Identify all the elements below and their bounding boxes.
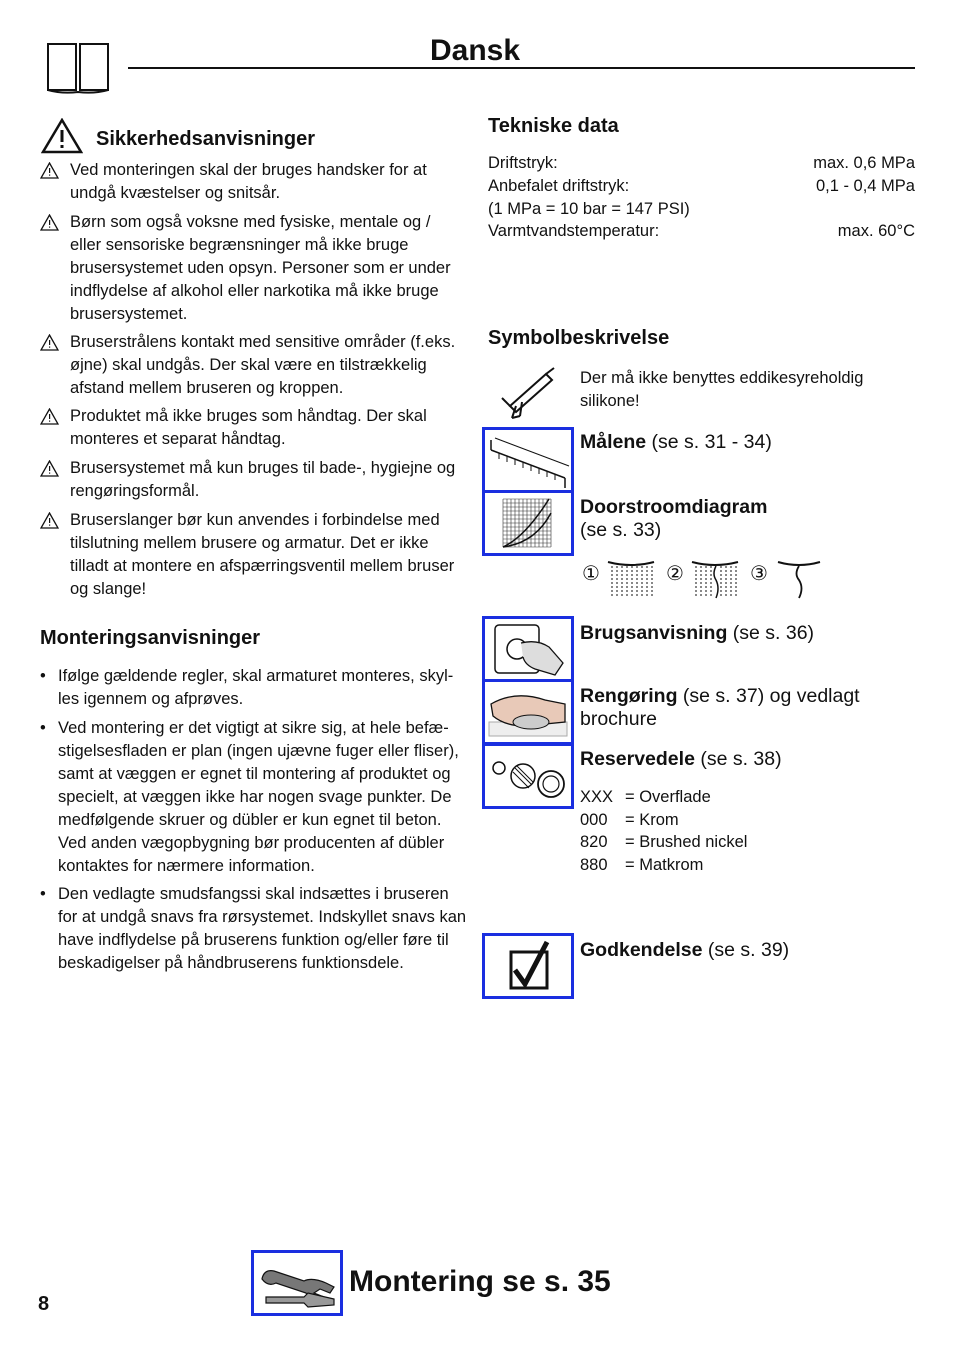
code-row: 880 = Matkrom [580,856,704,874]
page-number: 8 [38,1293,50,1315]
warning-small-icon [40,334,59,351]
book-icon [46,42,110,94]
mounting-item: • Ved montering er det vigtigt at sikre sig, at hele befæ-stigelsesfladen er plan (ingen ujævne fuger eller fliser), samt at væggen er egnet til montering af produktet og specielt, at væggen ikke har nogen svage punkter. De medfølgende skruer og dübler er kun egnet til beton. Ved anden vægopbygning bør producenten af dübler kontaktes for nærmere information. [40,719,459,875]
mounting-item: • Den vedlagte smudsfangssi skal indsættes i bruseren for at undgå snavs fra rørsystemet. Indskyllet snavs kan have indflydelse på bruserens funktion og/eller føre til beskadigelser på håndbruserens funktionsdele. [40,885,467,972]
tech-row: (1 MPa = 10 bar = 147 PSI) [488,200,690,218]
approval-label: Godkendelse (se s. 39) [580,939,790,961]
warning-small-icon [40,512,59,529]
tech-row: Driftstryk: max. 0,6 MPa [488,154,915,172]
safety-item: Produktet må ikke bruges som håndtag. Der skal monteres et separat håndtag. [40,405,465,451]
warning-small-icon [40,214,59,231]
wrench-screwdriver-icon [254,1253,340,1313]
safety-item: Bruserslanger bør kun anvendes i forbindelse med tilslutning mellem brusere og armatur. Det er ikke tilladt at montere en afspærringsventil mellem bruser og slange! [40,509,465,601]
code-row: 820 = Brushed nickel [580,833,748,851]
safety-item: Ved monteringen skal der bruges handsker for at undgå kvæstelser og snitsår. [40,159,465,205]
bullet-icon: • [40,719,46,737]
silicone-gun-icon [498,366,558,422]
warning-icon [41,118,83,154]
warning-small-icon [40,408,59,425]
flow-label: Doorstroomdiagram (se s. 33) [580,496,768,541]
mounting-item: • Ifølge gældende regler, skal armaturet monteres, skyl-les igennem og afprøves. [40,667,454,708]
safety-item: Børn som også voksne med fysiske, mentale og / eller sensoriske begrænsninger må ikke bruge brusersystemet uden opsyn. Personer som er under indflydelse af alkohol eller narkotika må ikke bruge brusersystemet. [40,211,465,326]
safety-item: Bruserstrålens kontakt med sensitive områder (f.eks. øjne) skal undgås. Der skal være en tilstrækkelig afstand mellem bruseren og kroppen. [40,331,465,400]
ruler-icon [485,430,571,490]
hand-knob-icon [485,619,571,679]
flow-diagram-icon [485,493,571,553]
spare-icon-box [482,743,574,809]
title-rule [128,67,915,69]
mounting-heading: Monteringsanvisninger [40,627,261,649]
tech-heading: Tekniske data [488,115,619,137]
usage-label: Brugsanvisning (se s. 36) [580,622,815,644]
spare-label: Reservedele (se s. 38) [580,748,782,770]
spray-jet-icon [776,558,822,600]
footer-title: Montering se s. 35 [349,1265,611,1298]
approval-icon-box [482,933,574,999]
spray-mixed-icon [690,560,740,600]
safety-item: Brusersystemet må kun bruges til bade-, hygiejne og rengøringsformål. [40,457,465,503]
dimensions-icon-box [482,427,574,493]
warning-small-icon [40,162,59,179]
tech-row: Varmtvandstemperatur: max. 60°C [488,222,915,240]
bullet-icon: • [40,667,46,685]
page-title: Dansk [430,34,521,67]
cleaning-label: Rengøring (se s. 37) og vedlagt brochure [580,685,860,730]
symbols-heading: Symbolbeskrivelse [488,327,670,349]
code-row: 000 = Krom [580,811,679,829]
tech-row: Anbefalet driftstryk: 0,1 - 0,4 MPa [488,177,915,195]
cleaning-icon-box [482,679,574,745]
flow-icon-box [482,490,574,556]
usage-icon-box [482,616,574,682]
spray-mode-1-label: ① [582,563,600,585]
code-row: XXX = Overflade [580,788,711,806]
cleaning-hand-icon [485,682,571,742]
spray-mode-3-label: ③ [750,563,768,585]
silicone-note: Der må ikke benyttes eddikesyreholdig silikone! [580,369,864,410]
spray-normal-icon [606,560,656,600]
spray-mode-2-label: ② [666,563,684,585]
safety-heading: Sikkerhedsanvisninger [96,128,315,150]
warning-small-icon [40,460,59,477]
dimensions-label: Målene (se s. 31 - 34) [580,431,772,453]
bullet-icon: • [40,885,46,903]
checkbox-check-icon [485,936,571,996]
tools-icon-box [251,1250,343,1316]
spare-parts-icon [485,746,571,806]
